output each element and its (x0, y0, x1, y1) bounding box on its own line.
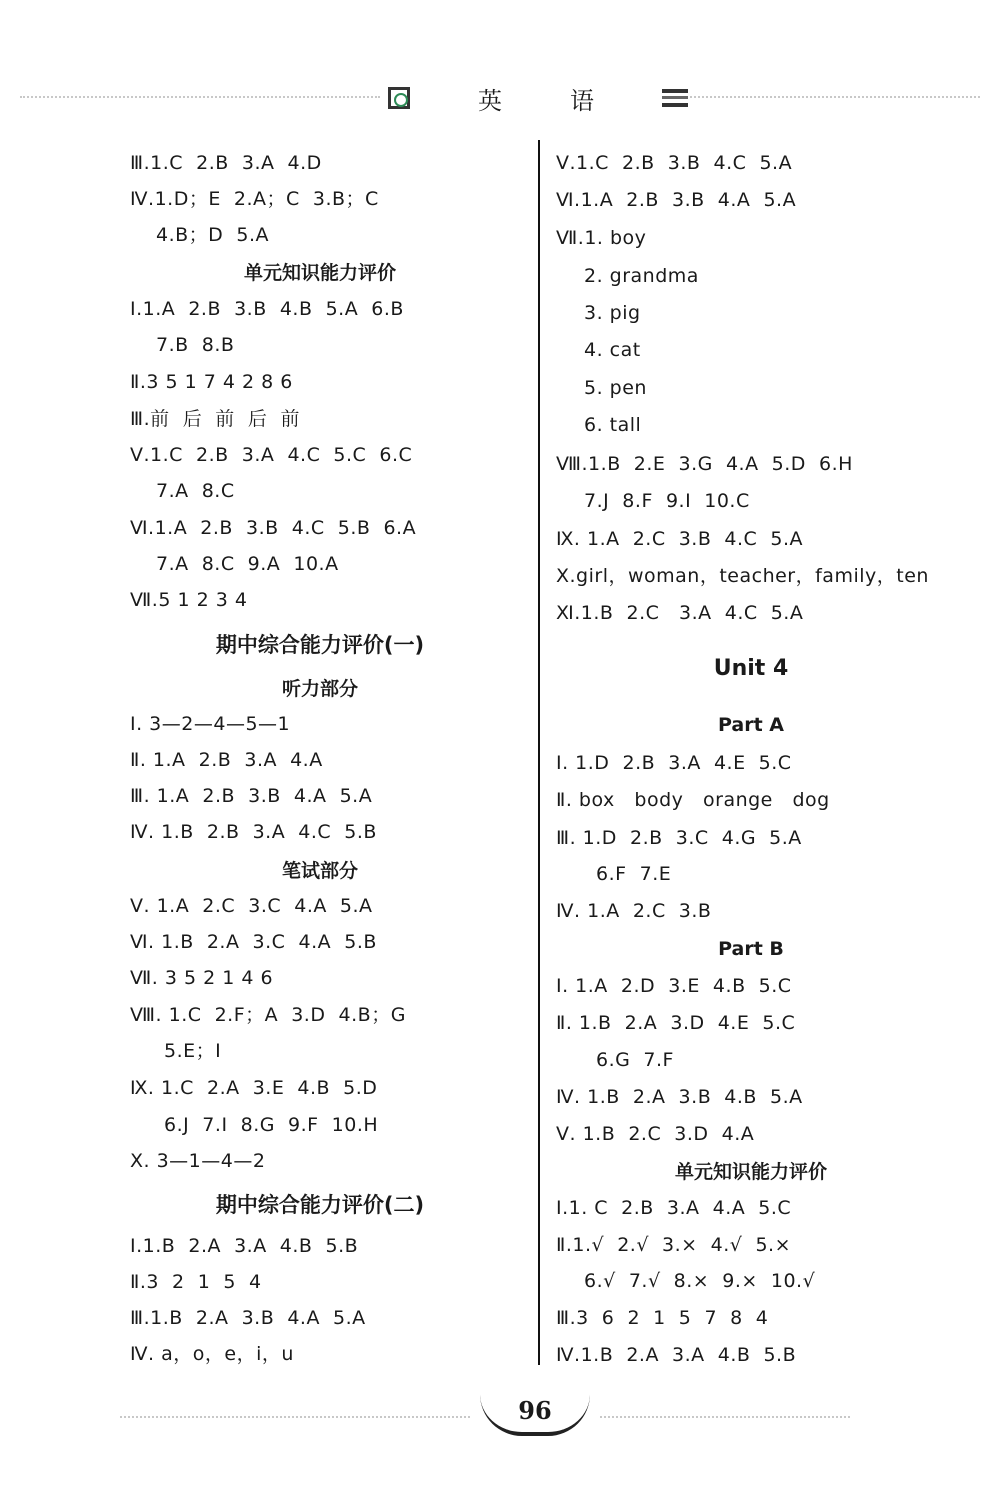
answer-line: 6.F 7.E (596, 863, 672, 885)
answer-line: 7.J 8.F 9.I 10.C (584, 490, 750, 512)
answer-line: Ⅱ. box body orange dog (556, 789, 830, 811)
answer-line: Ⅱ. 1.B 2.A 3.D 4.E 5.C (556, 1012, 796, 1034)
answer-line: Ⅳ.1.D；E 2.A；C 3.B；C (130, 188, 379, 210)
section-heading: 期中综合能力评价(二) (215, 1193, 425, 1217)
answer-line: Ⅰ. 3—2—4—5—1 (130, 713, 291, 735)
answer-line: Ⅳ. 1.A 2.C 3.B (556, 900, 712, 922)
answer-line: Ⅹ. 3—1—4—2 (130, 1150, 266, 1172)
answer-line: Ⅵ. 1.B 2.A 3.C 4.A 5.B (130, 931, 377, 953)
answer-line: 5. pen (584, 377, 647, 399)
section-heading: 单元知识能力评价 (674, 1161, 827, 1183)
answer-line: Ⅷ.1.B 2.E 3.G 4.A 5.D 6.H (556, 453, 853, 475)
header-ornament-right-icon (662, 89, 688, 107)
answer-line: Ⅹ.girl，woman，teacher，family，ten (556, 565, 929, 587)
answer-line: 6.J 7.I 8.G 9.F 10.H (164, 1114, 379, 1136)
section-heading: 单元知识能力评价 (243, 262, 396, 284)
answer-line: Ⅱ. 1.A 2.B 3.A 4.A (130, 749, 323, 771)
section-heading: 听力部分 (281, 678, 358, 700)
section-heading: Unit 4 (713, 656, 789, 681)
answer-line: Ⅸ. 1.C 2.A 3.E 4.B 5.D (130, 1077, 378, 1099)
answer-line: Ⅷ. 1.C 2.F；A 3.D 4.B；G (130, 1004, 406, 1026)
answer-line: 7.B 8.B (156, 334, 235, 356)
answer-line: 7.A 8.C (156, 480, 235, 502)
answer-line: Ⅲ. 1.A 2.B 3.B 4.A 5.A (130, 785, 373, 807)
answer-line: Ⅳ. a，o，e，i，u (130, 1343, 294, 1365)
section-heading: 笔试部分 (281, 860, 358, 882)
answer-line: Ⅲ. 1.D 2.B 3.C 4.G 5.A (556, 827, 802, 849)
answer-line: Ⅶ.1. boy (556, 227, 647, 249)
answer-line: Ⅲ.1.B 2.A 3.B 4.A 5.A (130, 1307, 366, 1329)
answer-line: 5.E；I (164, 1040, 222, 1062)
answer-line: 4. cat (584, 339, 641, 361)
answer-line: 6.G 7.F (596, 1049, 674, 1071)
page-header (0, 76, 1000, 120)
answer-line: 6. tall (584, 414, 642, 436)
answer-line: Ⅳ. 1.B 2.B 3.A 4.C 5.B (130, 821, 377, 843)
answer-line: Ⅲ.3 6 2 1 5 7 8 4 (556, 1307, 769, 1329)
section-heading: Part B (718, 938, 784, 960)
footer-dotted-rule-left (120, 1416, 470, 1418)
header-dotted-rule-left (20, 96, 380, 98)
answer-line: 7.A 8.C 9.A 10.A (156, 553, 339, 575)
answer-line: Ⅳ.1.B 2.A 3.A 4.B 5.B (556, 1344, 797, 1366)
header-title (388, 76, 688, 120)
answer-line: Ⅴ.1.C 2.B 3.B 4.C 5.A (556, 152, 793, 174)
header-dotted-rule-right (690, 96, 980, 98)
answer-line: Ⅰ. 1.A 2.D 3.E 4.B 5.C (556, 975, 792, 997)
answer-line: 3. pig (584, 302, 641, 324)
section-heading: Part A (717, 714, 784, 736)
answer-line: Ⅱ.1.√ 2.√ 3.× 4.√ 5.× (556, 1234, 792, 1256)
answer-line: Ⅵ.1.A 2.B 3.B 4.A 5.A (556, 189, 797, 211)
answer-line: 2. grandma (584, 265, 699, 287)
section-heading: 期中综合能力评价(一) (215, 633, 425, 657)
subject-char-2: 语 (570, 86, 594, 115)
subject-char-1: 英 (478, 86, 502, 115)
page-number: 96 (480, 1394, 590, 1436)
answer-line: Ⅴ. 1.A 2.C 3.C 4.A 5.A (130, 895, 373, 917)
answer-line: Ⅶ. 3 5 2 1 4 6 (130, 967, 274, 989)
answer-line: Ⅺ.1.B 2.C 3.A 4.C 5.A (556, 602, 804, 624)
answer-line: 4.B；D 5.A (156, 224, 269, 246)
answer-line: Ⅱ.3 5 1 7 4 2 8 6 (130, 371, 293, 393)
answer-line: Ⅶ.5 1 2 3 4 (130, 589, 248, 611)
answer-line: Ⅲ.1.C 2.B 3.A 4.D (130, 152, 322, 174)
answer-line: Ⅰ.1.B 2.A 3.A 4.B 5.B (130, 1235, 359, 1257)
answer-line: Ⅴ.1.C 2.B 3.A 4.C 5.C 6.C (130, 444, 413, 466)
answer-line: 6.√ 7.√ 8.× 9.× 10.√ (584, 1270, 816, 1292)
answer-line: Ⅳ. 1.B 2.A 3.B 4.B 5.A (556, 1086, 803, 1108)
footer-dotted-rule-right (600, 1416, 850, 1418)
answer-line: Ⅰ.1.A 2.B 3.B 4.B 5.A 6.B (130, 298, 404, 320)
column-divider (538, 140, 540, 1365)
answer-line: Ⅲ.前 后 前 后 前 (130, 408, 300, 430)
page-footer (0, 1392, 1000, 1442)
answer-line: Ⅸ. 1.A 2.C 3.B 4.C 5.A (556, 528, 804, 550)
answer-line: Ⅴ. 1.B 2.C 3.D 4.A (556, 1123, 755, 1145)
header-ornament-left-icon (388, 87, 410, 109)
answer-line: Ⅵ.1.A 2.B 3.B 4.C 5.B 6.A (130, 517, 417, 539)
answer-line: Ⅱ.3 2 1 5 4 (130, 1271, 262, 1293)
answer-line: Ⅰ. 1.D 2.B 3.A 4.E 5.C (556, 752, 792, 774)
answer-line: Ⅰ.1. C 2.B 3.A 4.A 5.C (556, 1197, 792, 1219)
